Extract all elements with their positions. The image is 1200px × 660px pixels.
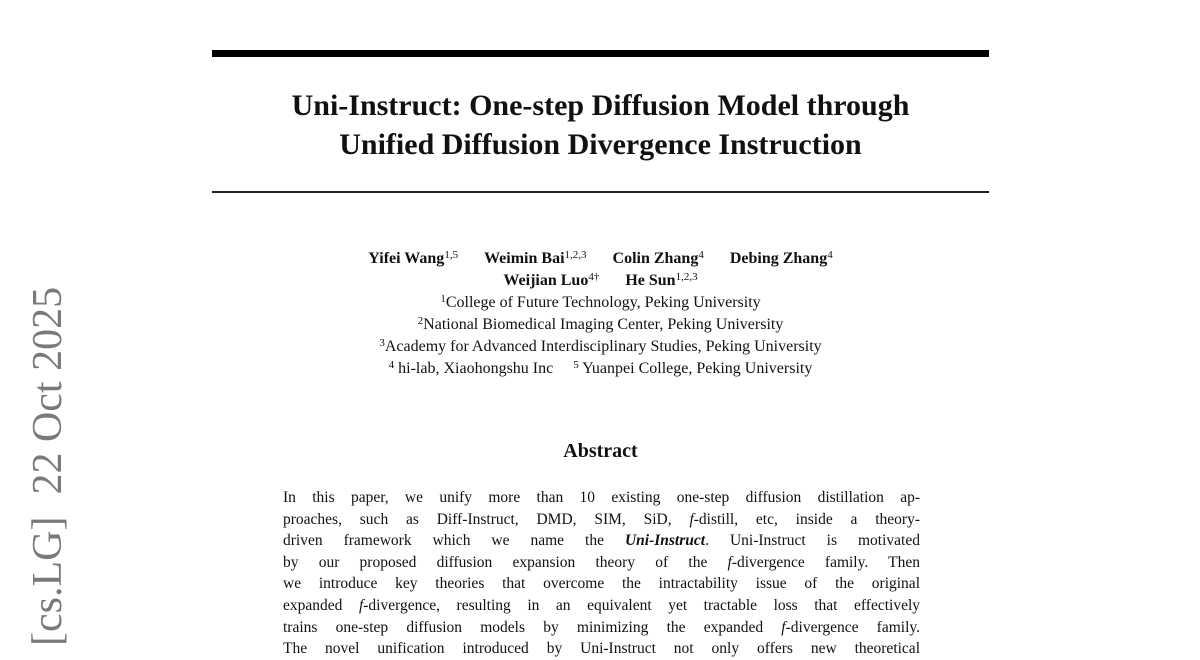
author-name: Weimin Bai$^{1,2,3}$ [484,249,587,267]
arxiv-date: 22 Oct 2025 [25,286,71,495]
author-block [212,248,989,380]
title-top-rule [212,50,989,57]
abstract-line: proaches, such as Diff-Instruct, DMD, SIM, SiD, f-distill, etc, inside a theory- [283,510,920,528]
abstract-body [283,487,920,660]
paper-title-line-1: Uni-Instruct: One-step Diffusion Model through [291,89,910,122]
abstract-line: by our proposed diffusion expansion theory of the f-divergence family. Then [283,553,920,571]
paper-title-line-2: Unified Diffusion Divergence Instruction [339,128,862,161]
author-line-2 [212,270,989,292]
affiliation: $^4$ hi-lab, Xiaohongshu Inc [388,359,554,377]
affiliation: $^1$College of Future Technology, Peking University [440,293,761,311]
arxiv-side-stamp [22,287,74,648]
paper-title [212,86,989,164]
affiliation: $^2$National Biomedical Imaging Center, Peking University [417,315,784,333]
author-line-1 [212,248,989,270]
abstract-heading: Abstract [563,440,638,462]
abstract-line: driven framework which we name the Uni-Instruct. Uni-Instruct is motivated [283,532,920,550]
arxiv-category: [cs.LG] [25,516,71,646]
title-bottom-rule [212,191,989,193]
affiliation: $^5$ Yuanpei College, Peking University [573,359,813,377]
affiliation: $^3$Academy for Advanced Interdisciplinary Studies, Peking University [379,337,822,355]
abstract-line: expanded f-divergence, resulting in an equivalent yet tractable loss that effectively [283,596,920,614]
author-name: Debing Zhang$^4$ [729,249,833,267]
abstract-line: In this paper, we unify more than 10 existing one-step diffusion distillation ap- [283,489,920,506]
author-name: Weijian Luo$^{4\dagger}$ [503,271,600,289]
abstract-line: trains one-step diffusion models by minimizing the expanded f-divergence family. [283,618,920,636]
author-name: He Sun$^{1,2,3}$ [625,271,698,289]
affiliation-last-line [212,358,989,380]
abstract-line: we introduce key theories that overcome the intractability issue of the original [283,575,920,593]
author-name: Colin Zhang$^4$ [612,249,704,267]
author-name: Yifei Wang$^{1,5}$ [368,249,459,267]
abstract-line: The novel unification introduced by Uni-Instruct not only offers new theoretical [283,640,920,658]
